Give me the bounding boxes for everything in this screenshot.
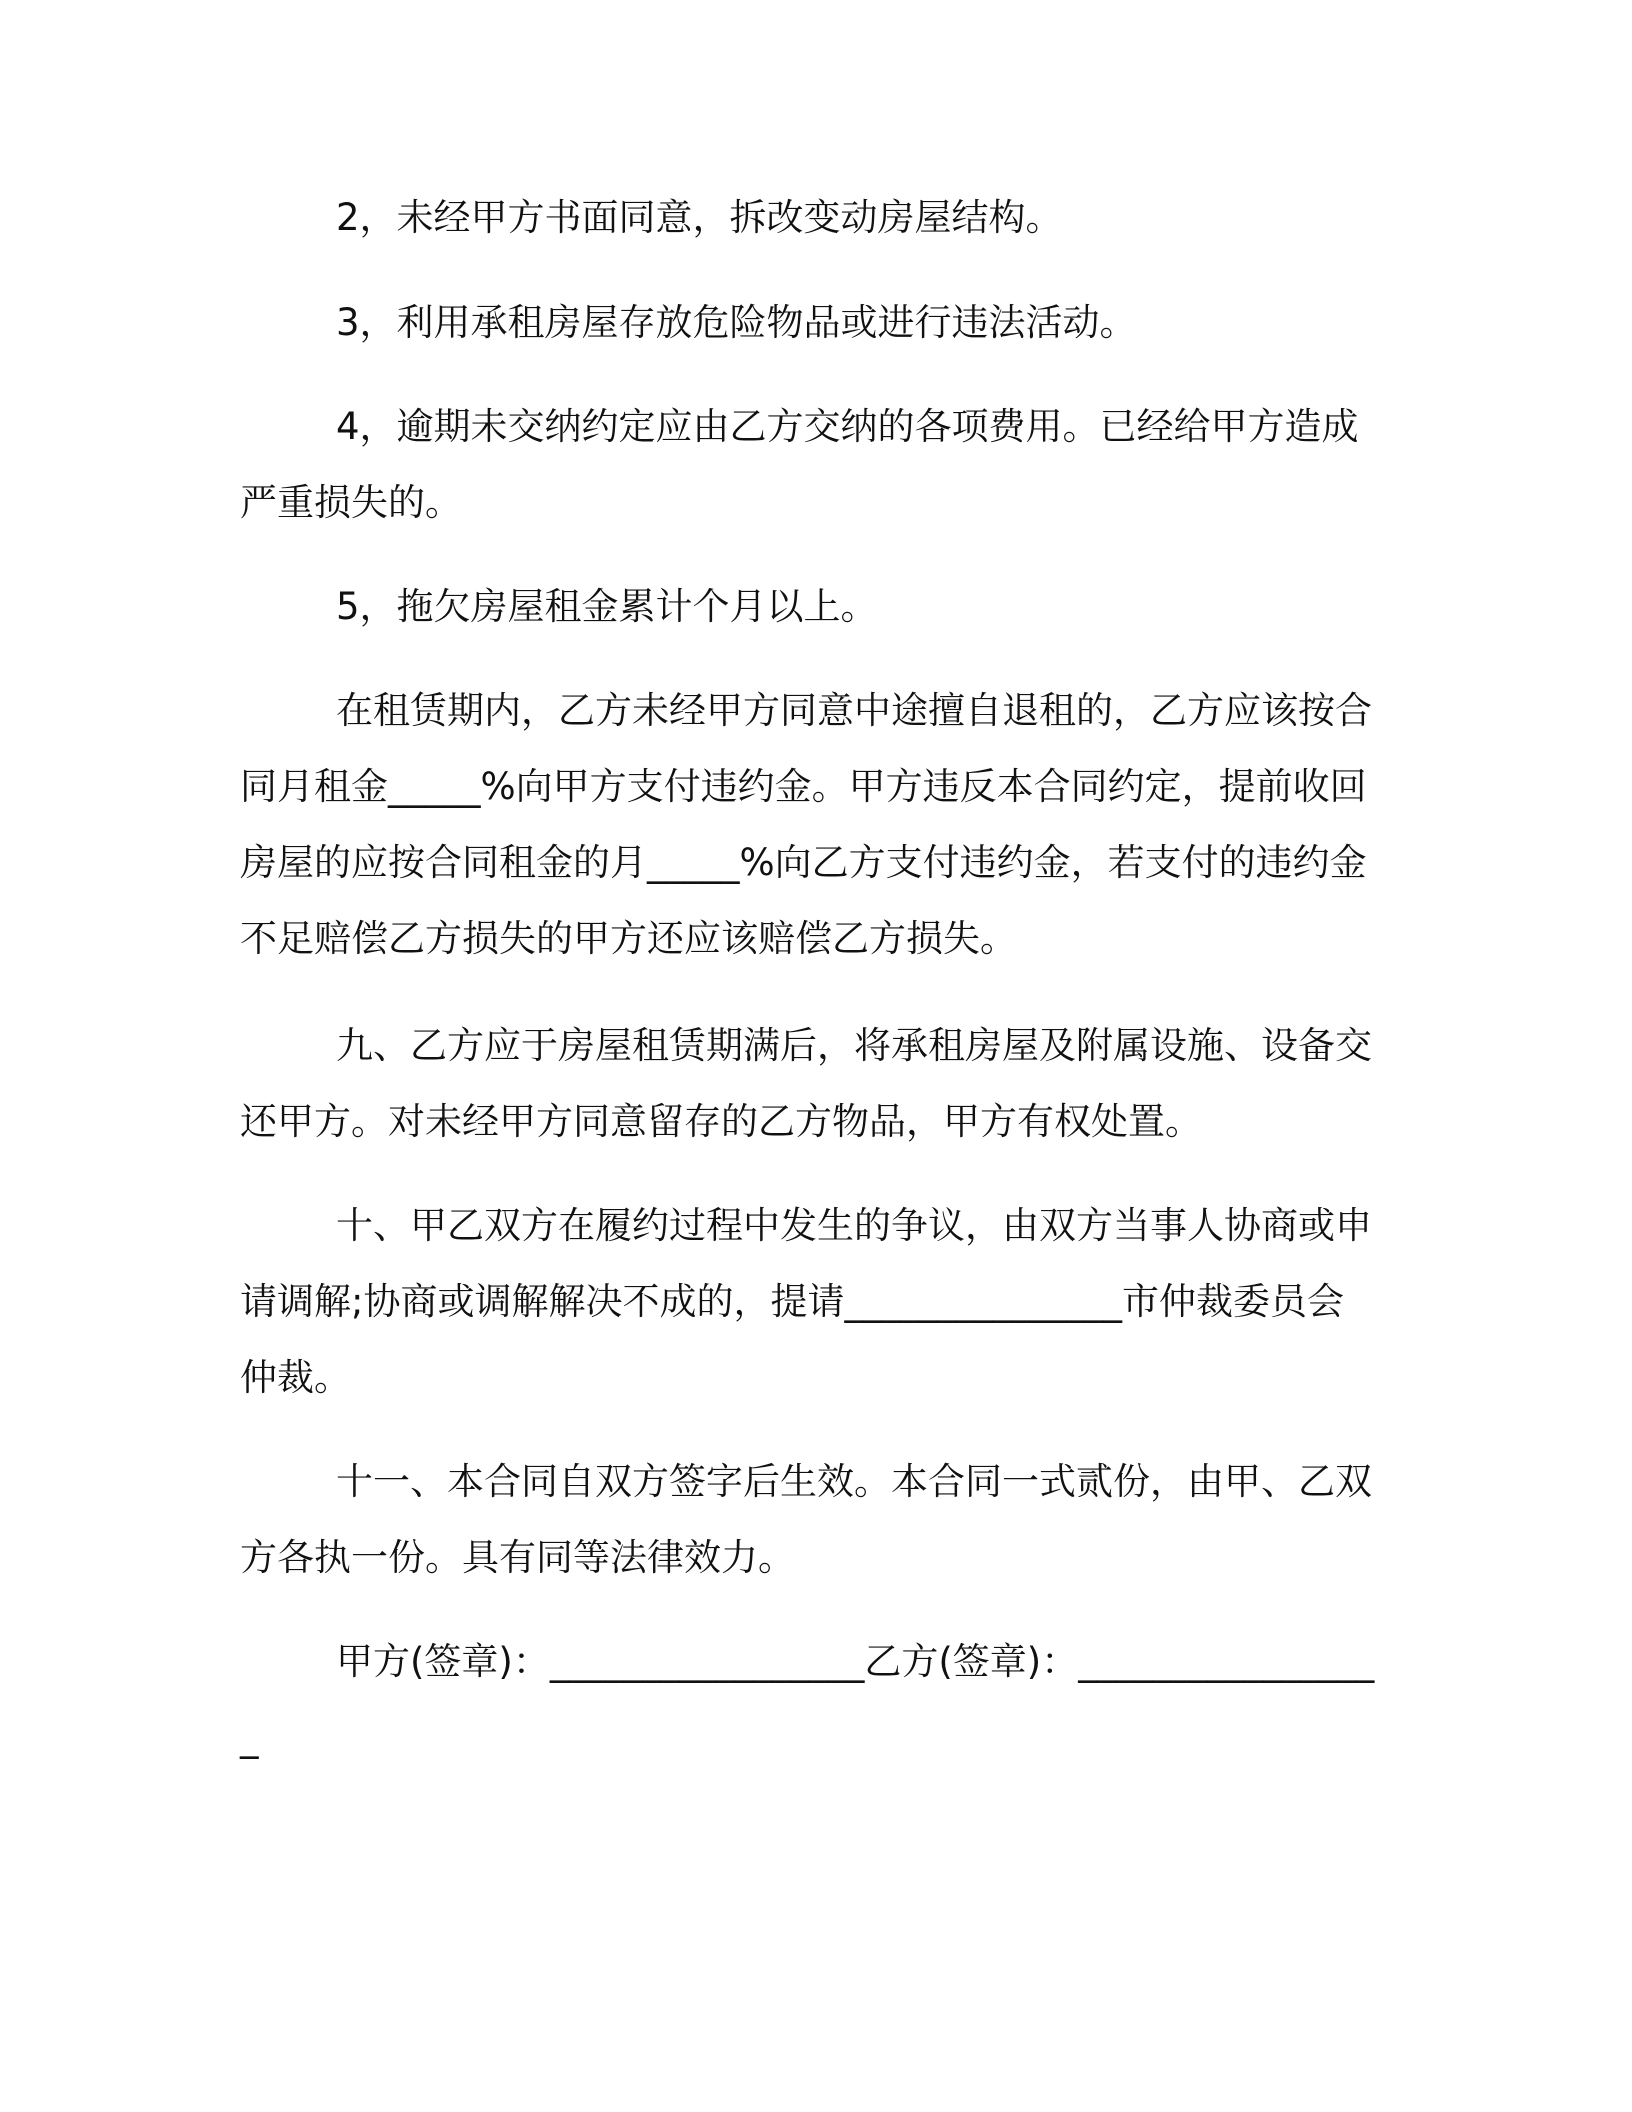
clause-3: 3，利用承租房屋存放危险物品或进行违法活动。 (336, 301, 1137, 344)
clause-eleven: 十一、本合同自双方签字后生效。本合同一式贰份，由甲、乙双方各执一份。具有同等法律效力。 (240, 1460, 1372, 1579)
signature-line: 甲方(签章)：_________________乙方(签章)：_________________ (240, 1640, 1375, 1759)
clause-4: 4，逾期未交纳约定应由乙方交纳的各项费用。已经给甲方造成严重损失的。 (240, 405, 1359, 524)
clause-nine: 九、乙方应于房屋租赁期满后，将承租房屋及附属设施、设备交还甲方。对未经甲方同意留存的乙方物品，甲方有权处置。 (240, 1024, 1372, 1143)
clause-5: 5，拖欠房屋租金累计个月以上。 (336, 585, 878, 628)
clause-ten: 十、甲乙双方在履约过程中发生的争议，由双方当事人协商或申请调解;协商或调解解决不成的，提请_______________市仲裁委员会仲裁。 (240, 1204, 1372, 1399)
clause-2: 2，未经甲方书面同意，拆改变动房屋结构。 (336, 196, 1063, 239)
early-termination-penalty: 在租赁期内，乙方未经甲方同意中途擅自退租的，乙方应该按合同月租金_____%向甲方支付违约金。甲方违反本合同约定，提前收回房屋的应按合同租金的月_____%向乙方支付违约金，若支付的违约金不足赔偿乙方损失的甲方还应该赔偿乙方损失。 (240, 689, 1372, 960)
